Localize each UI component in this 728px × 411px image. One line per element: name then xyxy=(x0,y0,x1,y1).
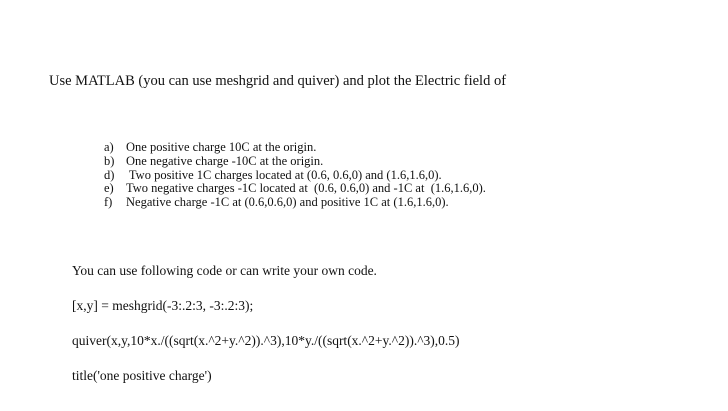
list-item xyxy=(104,155,486,169)
code-line-title: title('one positive charge') xyxy=(72,368,212,383)
list-item xyxy=(104,141,486,155)
list-marker: b) xyxy=(104,153,115,168)
list-item xyxy=(104,196,486,210)
intro-text: Use MATLAB (you can use meshgrid and quiver) and plot the Electric field of xyxy=(49,73,507,89)
list-marker: e) xyxy=(104,181,114,196)
list-item-text: One negative charge -10C at the origin. xyxy=(126,153,324,168)
code-line-quiver: quiver(x,y,10*x./((sqrt(x.^2+y.^2)).^3),10*y./((sqrt(x.^2+y.^2)).^3),0.5) xyxy=(72,333,460,348)
list-item-text: One positive charge 10C at the origin. xyxy=(126,140,317,154)
list-item xyxy=(104,182,486,196)
charge-list xyxy=(104,141,486,210)
code-intro-text: You can use following code or can write your own code. xyxy=(72,263,377,278)
list-item xyxy=(104,169,486,183)
list-marker: f) xyxy=(104,195,113,210)
list-marker: d) xyxy=(104,167,115,182)
list-marker: a) xyxy=(104,140,114,154)
list-item-text: Two negative charges -1C located at (0.6, 0.6,0) and -1C at (1.6,1.6,0). xyxy=(126,181,486,196)
code-line-meshgrid: [x,y] = meshgrid(-3:.2:3, -3:.2:3); xyxy=(72,298,254,313)
list-item-text: Two positive 1C charges located at (0.6, 0.6,0) and (1.6,1.6,0). xyxy=(126,167,442,182)
list-item-text: Negative charge -1C at (0.6,0.6,0) and positive 1C at (1.6,1.6,0). xyxy=(126,195,449,210)
